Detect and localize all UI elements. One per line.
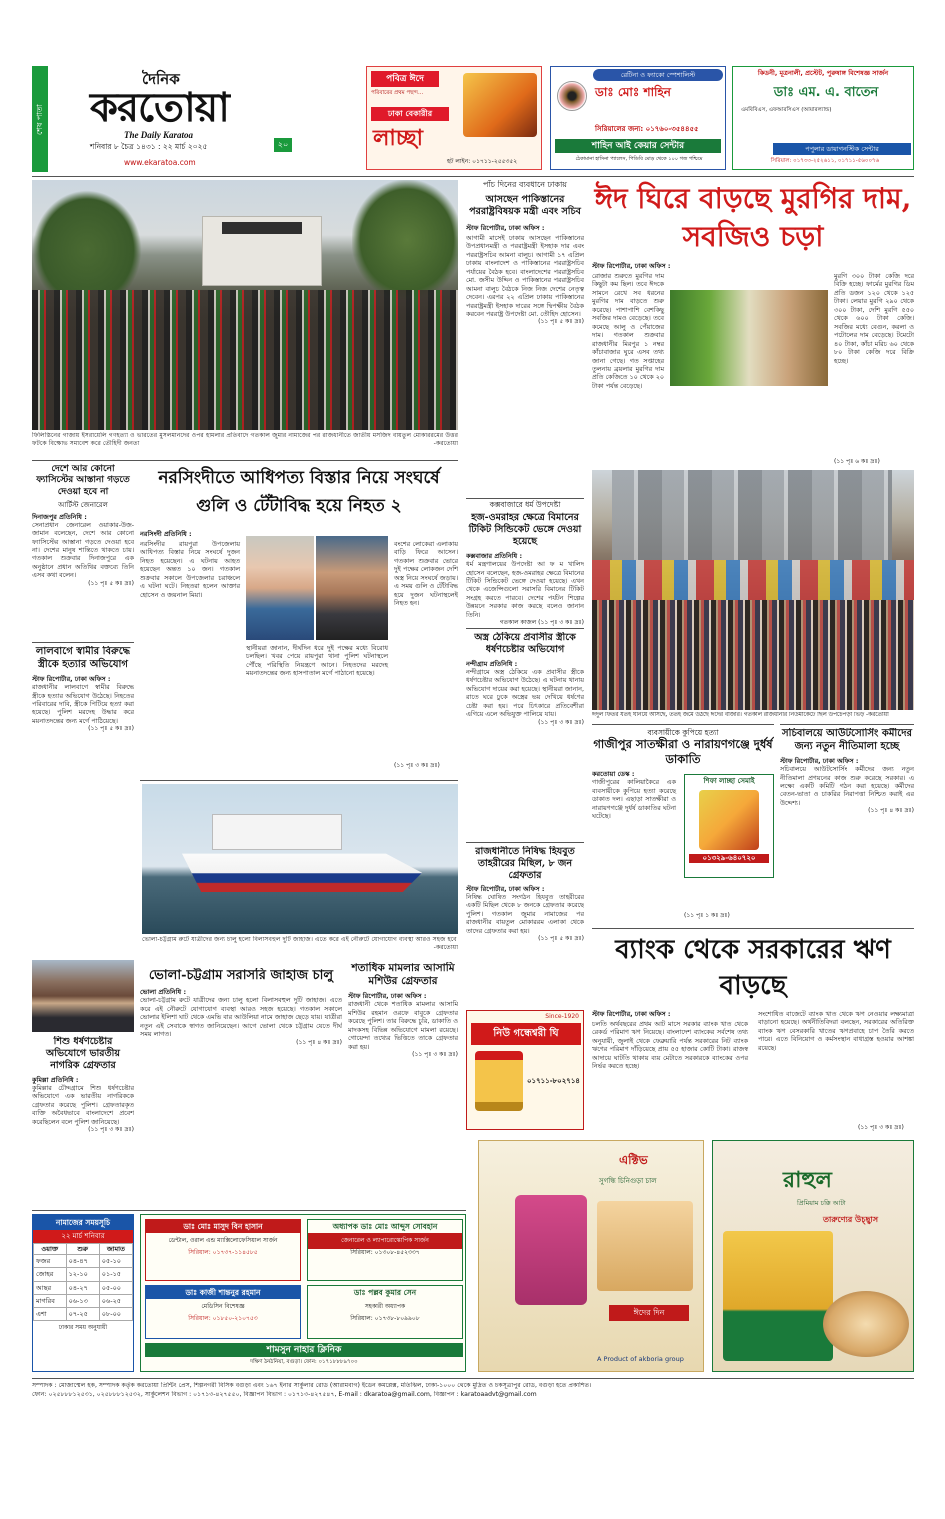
- lachha-ad-title: শিফা লাচ্ছা সেমাই: [703, 777, 755, 785]
- hizbut-cont: (১১ পৃঃ ৫ কঃ দ্রঃ): [538, 935, 584, 942]
- imprint: [32, 1382, 914, 1412]
- ghee-phone: ০১৭১১-৮০২৭১৪: [527, 1077, 580, 1085]
- ship-photo-top-rule: [140, 780, 458, 781]
- umrah-headline: হজ-ওমরাহর ক্ষেত্রে বিমানের টিকিট সিন্ডিকেট ভেঙ্গে দেওয়া হয়েছে: [468, 512, 582, 548]
- caption-text: ফিলিস্তিনের গাজায় ইসরায়েলি গণহত্যা ও ভারতের মুসলমানদের ওপর হামলার প্রতিবাদে গতকাল জুমার নামাজের পর রাজধানীতে জাতীয় মসজিদ বায়তুল মোকাররমের উত্তর ফটকে বিক্ষোভ সমাবেশ করে তৌহিদী জনতা: [32, 432, 458, 448]
- rape-story: [466, 632, 584, 840]
- prayer-header: জামাত: [99, 1244, 132, 1255]
- indian-body: কুমিল্লার চৌদ্দগ্রামে শিশু ধর্ষণচেষ্টার অভিযোগে এক ভারতীয় নাগরিককে গ্রেফতার করেছে পুলিশ। গ্রেফতারকৃত ব্যক্তি অবৈধভাবে বাংলাদেশে প্রবেশ করেছিলেন বলে পুলিশ জানিয়েছে।: [32, 1083, 134, 1126]
- outsourcing-cont: (১১ পৃঃ ৪ কঃ দ্রঃ): [868, 807, 914, 815]
- lalbagh-story: [32, 646, 134, 842]
- eid-ad-line1: পবিত্র ঈদে: [371, 71, 439, 87]
- ship-cont: (১১ পৃঃ ৪ কঃ দ্রঃ): [296, 1038, 342, 1046]
- fascism-story: [32, 464, 134, 640]
- doctor-3-name: অধ্যাপক ডাঃ মোঃ আব্দুস সোবহান: [332, 1222, 438, 1231]
- masthead-divider: [32, 176, 914, 177]
- lalbagh-cont: (১১ পৃঃ ৫ কঃ দ্রঃ): [88, 725, 134, 733]
- arrest-headline: শতাধিক মামলার আসামি মশিউর গ্রেফতার: [351, 962, 455, 988]
- imprint-line-2: ফোন: ০২৫৮৮৮১২৫৩১, ০২৫৮৮৮১২৫৩২, সার্কুলেশন বিভাগ : ০১৭১৩-৪২৭৫৫০, বিজ্ঞাপন বিভাগ : ০১৭১৩-৪২৭৫৪৭, E-mail : dkaratoa@gmail.com, বিজ্ঞাপন : karatoaadvt@gmail.com: [32, 1390, 537, 1398]
- indian-byline: কুমিল্লা প্রতিনিধি :: [32, 1075, 79, 1084]
- lalbagh-headline: লালবাগে স্বামীর বিরুদ্ধে স্ত্রীকে হত্যার অভিযোগ: [35, 646, 131, 670]
- chicken-body-col2: মুরগি ৩০০ টাকা কেজি দরে বিক্রি হচ্ছে। ফার্মের মুরগির ডিম প্রতি ডজন ১২০ থেকে ১২৫ টাকা। লেয়ার মুরগি ২৯০ থেকে ৩০০ টাকা, দেশি মুরগি ৫৫০ থেকে ৬০০ টাকা কেজি। সবজির মধ্যে বেগুন, করলা ও পটোলের দাম বেড়েছে। টমেটো ৪০ টাকা, কাঁচা মরিচ ৬০ থেকে ৮০ টাকা কেজি দরে বিক্রি হচ্ছে।: [834, 272, 914, 365]
- website-url[interactable]: www.ekaratoa.com: [124, 158, 196, 167]
- arrest-cont: (১১ পৃঃ ৩ কঃ দ্রঃ): [412, 1051, 458, 1059]
- prayer-cell: ০৮-০০: [99, 1307, 132, 1320]
- narsingdi-story: [140, 530, 458, 778]
- side-label: শেষ পাতা: [32, 66, 48, 172]
- rape-headline: অস্ত্র ঠেকিয়ে প্রবাসীর স্ত্রীকে ধর্ষণচেষ্টার অভিযোগ: [474, 632, 576, 655]
- rice-ad-brand: এক্টিভ: [619, 1153, 648, 1167]
- bank-cont: (১১ পৃঃ ৩ কঃ দ্রঃ): [858, 1124, 904, 1131]
- market-caption-text: ঈদুল ফিতর যতই ঘনিয়ে আসছে, ততই জমে উঠছে ঈদের বাজার। গতকাল রাজধানীর নিউমার্কেটে ছিল উপচেপড়া ভিড়: [592, 712, 865, 718]
- hizbut-body: নিষিদ্ধ ঘোষিত সংগঠন হিযবুত তাহরীরের একটি মিছিল থেকে ৮ জনকে গ্রেফতার করেছে পুলিশ। গতকাল জুমার নামাজের পর রাজধানীর বায়তুল মোকাররম এলাকা থেকে তাদের গ্রেফতার করা হয়।: [466, 892, 584, 935]
- outsourcing-story: [780, 728, 914, 924]
- outsourcing-body: সচিবালয়ে আউটসোর্সিং কর্মীদের জন্য নতুন নীতিমালা প্রণয়নের কাজ শুরু করেছে সরকার। এ লক্ষ্যে একটি কমিটি গঠন করা হয়েছে। কর্মীদের বেতন-ভাতা ও চাকরির নিরাপত্তা নিশ্চিত করাই এর উদ্দেশ্য।: [780, 765, 914, 807]
- prayer-cell: ০৬-২৫: [99, 1294, 132, 1307]
- ship-story: [140, 968, 342, 1208]
- issue-date: শনিবার ৮ চৈত্র ১৪৩১ : ২২ মার্চ ২০২৫: [90, 142, 208, 151]
- masthead: [32, 66, 346, 172]
- ship-hull: [182, 844, 422, 892]
- prayer-cell: জোহর: [34, 1268, 67, 1281]
- market-photo-caption: [592, 712, 914, 722]
- footer-rule: [32, 1378, 914, 1379]
- prayer-row: [34, 1307, 133, 1320]
- dakati-body: গাজীপুরের কালিয়াকৈরে এক ব্যবসায়ীকে কুপিয়ে হত্যা করেছে ডাকাত দল। এছাড়া সাতক্ষীরা ও নারায়ণগঞ্জে দুর্ধর্ষ ডাকাতির ঘটনা ঘটেছে।: [592, 778, 676, 821]
- protest-photo: [32, 180, 458, 430]
- narsingdi-headline: নরসিংদীতে আধিপত্য বিস্তার নিয়ে সংঘর্ষে গুলি ও টেঁটাবিদ্ধ হয়ে নিহত ২: [158, 468, 440, 516]
- kidney-ad-tag: কিডনী, মূত্রনালী, প্রস্টেট, পুরুষাঙ্গ বিশেষজ্ঞ সার্জন: [757, 69, 889, 77]
- rape-body: নন্দীগ্রামে অস্ত্র ঠেকিয়ে এক প্রবাসীর স্ত্রীকে ধর্ষণচেষ্টার অভিযোগ উঠেছে। এ ঘটনায় থানায় অভিযোগ দায়ের করা হয়েছে। স্থানীয়রা জানান, রাতে ঘরে ঢুকে অস্ত্রের ভয় দেখিয়ে ধর্ষণের চেষ্টা করা হয়। পরে চিৎকারে প্রতিবেশীরা এগিয়ে এলে অভিযুক্ত পালিয়ে যায়।: [466, 667, 584, 719]
- prayer-cell: আছর: [34, 1281, 67, 1294]
- doctor-2-serial: সিরিয়াল: ০১৮৫০-২১০৭৫৩: [188, 1314, 258, 1322]
- dakati-kicker: ব্যবসায়ীকে কুপিয়ে হত্যা: [647, 728, 719, 737]
- ship-caption-text: ভোলা-চট্টগ্রাম রুটে যাত্রীদের জন্য চালু হলো বিলাসবহুল দুটি জাহাজ। এতে করে এই নৌরুটে যোগাযোগ ব্যবস্থা আরও সহজ হবে: [142, 936, 457, 943]
- pakistan-cont: (১১ পৃঃ ৫ কঃ দ্রঃ): [538, 318, 584, 326]
- doctor-4-detail: সহকারী অধ্যাপক: [364, 1303, 406, 1311]
- small-title: দৈনিক: [142, 70, 180, 88]
- doctor-card-2: [145, 1285, 301, 1339]
- fascism-byline: দিনাজপুর প্রতিনিধি :: [32, 512, 87, 521]
- chicken-story: [592, 262, 914, 468]
- shop-awnings: [592, 560, 914, 600]
- eye-ad-serial: সিরিয়ালের জন্য: ০১৭৬০-৩৫৪৪৫৫: [595, 125, 699, 133]
- vegetables-photo: [670, 290, 828, 386]
- rice-ad-eid: ঈদের দিন: [609, 1305, 689, 1321]
- dakati-top-rule: [592, 724, 774, 725]
- bank-body-col1: চলতি অর্থবছরের প্রথম আট মাসে সরকার ব্যাংক খাত থেকে রেকর্ড পরিমাণ ঋণ নিয়েছে। বাংলাদেশ ব্যাংকের সর্বশেষ তথ্য অনুযায়ী, জুলাই থেকে ফেব্রুয়ারি পর্যন্ত সরকারের নিট ব্যাংক ঋণের পরিমাণ দাঁড়িয়েছে প্রায় ৫৫ হাজার কোটি টাকা। রাজস্ব আদায়ে ঘাটতি থাকায় ব্যয় মেটাতে সরকারকে ব্যাংকের ওপর নির্ভর করতে হচ্ছে।: [592, 1020, 748, 1071]
- umrah-kicker: কক্সবাজারে ধর্ম উপদেষ্টা: [489, 500, 561, 509]
- umrah-byline: কক্সবাজার প্রতিনিধি :: [466, 552, 523, 560]
- rice-product-ad[interactable]: [478, 1140, 704, 1372]
- kidney-ad-serial: সিরিয়াল: ০১৭৩৩-২৫২৬১১, ০১৭১১-৫৬০০৭৬: [770, 158, 880, 164]
- chicken-cont: (১১ পৃঃ ৬ কঃ দ্রঃ): [834, 458, 880, 465]
- ship-caption-credit: -করতোয়া: [433, 944, 458, 952]
- prayer-times-box: [32, 1214, 134, 1372]
- page-number: ২০: [274, 138, 292, 152]
- caption-credit: -করতোয়া: [433, 440, 458, 448]
- pakistan-story: [466, 180, 584, 498]
- rice-bag-image: [515, 1195, 587, 1305]
- lalbagh-top-rule: [32, 642, 134, 643]
- indian-story: [32, 1036, 134, 1206]
- eye-ad-center: শাহিন আই কেয়ার সেন্টার: [555, 139, 721, 153]
- prayer-row: [34, 1268, 133, 1281]
- imprint-line-1: সম্পাদক : মোজাম্মেল হক, সম্পাদক কর্তৃক করতোয়া প্রিন্টিং প্রেস, শিল্পনগরী বিসিক বগুড়া এবং ১৬৭ ইনার সার্কুলার রোড (আরামবাগ) ইডেন কমপ্লেক্স, মতিঝিল, ঢাকা-১০০০ থেকে মুদ্রিত ও চকসূত্রাপুর রোড, বগুড়া হতে প্রকাশিত।: [32, 1382, 592, 1389]
- market-caption-credit: -করতোয়া: [865, 712, 889, 718]
- prayer-cell: ০৭-২৫: [66, 1307, 99, 1320]
- ghee-jar-image: [475, 1051, 523, 1111]
- eye-care-ad[interactable]: [550, 66, 726, 170]
- doctor-1-serial: সিরিয়াল: ০১৭৩৭-১১৪৫৮৫: [188, 1248, 258, 1256]
- fascism-body: সেনাপ্রধান জেনারেল ওয়াকার-উজ-জামান বলেছেন, দেশে আর কোনো ফ্যাসিস্টের আস্তানা গড়তে দেওয়া হবে না। দেশের মানুষ শান্তিতে থাকতে চায়। গতকাল শুক্রবার দিনাজপুরে এক অনুষ্ঠানে প্রধান অতিথির বক্তব্যে তিনি এসব কথা বলেন।: [32, 520, 134, 580]
- trees-left: [32, 190, 142, 290]
- prayer-cell: ১২-১০: [66, 1268, 99, 1281]
- ship-photo-caption: [142, 936, 458, 960]
- bank-headline: ব্যাংক থেকে সরকারের ঋণ বাড়ছে: [615, 935, 891, 1001]
- chicken-byline: স্টাফ রিপোর্টার, ঢাকা অফিস :: [592, 262, 671, 270]
- narsingdi-cont: (১১ পৃঃ ৩ কঃ দ্রঃ): [394, 762, 440, 769]
- fascism-cont: (১১ পৃঃ ৫ কঃ দ্রঃ): [88, 579, 134, 587]
- arrest-story: [348, 962, 458, 1208]
- atta-ad-brand: রাহুল: [783, 1167, 832, 1193]
- eid-ad-line2: পরিবারের প্রথম পছন্দ...: [371, 90, 424, 96]
- ghee-since: Since-1920: [545, 1013, 579, 1020]
- umrah-body: ধর্ম মন্ত্রণালয়ের উপদেষ্টা আ ফ ম খালিদ হোসেন বলেছেন, হজ-ওমরাহর ক্ষেত্রে বিমানের টিকিট সিন্ডিকেট ভেঙ্গে দেওয়া হয়েছে। এখন থেকে এজেন্সিগুলো সরাসরি বিমানের টিকিট সংগ্রহ করতে পারবে। দেশের পর্যটন শিল্পের উন্নয়নে সরকার কাজ করছে বলেও জানান তিনি।: [466, 560, 584, 619]
- dakati-cont: (১১ পৃঃ ১ কঃ দ্রঃ): [684, 912, 730, 919]
- lachha-packets-image: [463, 73, 537, 137]
- ship-byline: ভোলা প্রতিনিধি :: [140, 988, 187, 997]
- eye-ad-address: ঠেকামানা হাসিনা প্যালেস, পিডিবি মোড় থেকে ১০০ গজ পশ্চিমে: [575, 156, 703, 162]
- hizbut-story: [466, 846, 584, 942]
- doctor-card-4: [307, 1285, 463, 1339]
- doctor-4-serial: সিরিয়াল: ০১৭৩৮-৮০৯৯০৮: [350, 1314, 420, 1322]
- rape-byline: নন্দীগ্রাম প্রতিনিধি :: [466, 659, 518, 668]
- pakistan-umrah-divider: [466, 498, 584, 499]
- prayer-row: [34, 1281, 133, 1294]
- hizbut-headline: রাজধানীতে নিষিদ্ধ হিযবুত তাহরীরের মিছিল, ৮ জন গ্রেফতার: [475, 846, 575, 881]
- chicken-body-col1: রোজার শুরুতে মুরগির দাম কিছুটা কম ছিল। তবে ঈদকে সামনে রেখে সব ধরনের মুরগির দাম বাড়তে শুরু করেছে। পাশাপাশি বেশকিছু সবজির দামও বেড়েছে। তবে কমেছে আলু ও পেঁয়াজের দাম। গতকাল শুক্রবার রাজধানীর মিরপুর ১ নম্বর কাঁচাবাজার ঘুরে এসব তথ্য জানা গেছে। গত সপ্তাহের তুলনায় ব্রয়লার মুরগির দাম প্রতি কেজিতে ১০ থেকে ২০ টাকা পর্যন্ত বেড়েছে।: [592, 272, 664, 390]
- rice-ad-group: A Product of akboria group: [597, 1355, 684, 1363]
- rape-top-rule: [466, 628, 584, 629]
- prayer-note: ঢাকার সময় অনুযায়ী: [58, 1323, 108, 1331]
- prayer-cell: ০৫-০০: [99, 1281, 132, 1294]
- prayer-table: [33, 1243, 133, 1321]
- outsourcing-headline: সচিবালয়ে আউটসোর্সিং কর্মীদের জন্য নতুন নীতিমালা হচ্ছে: [781, 728, 913, 752]
- bank-top-rule: [592, 928, 914, 929]
- shopping-crowd: [592, 600, 914, 710]
- prayer-header: শুরু: [66, 1244, 99, 1255]
- outsourcing-byline: স্টাফ রিপোর্টার, ঢাকা অফিস :: [780, 757, 859, 765]
- bank-byline: স্টাফ রিপোর্টার, ঢাকা অফিস :: [592, 1010, 671, 1018]
- pakistan-kicker: পাঁচ দিনের ব্যবধানে ঢাকায়: [482, 180, 568, 189]
- doctor-2-detail: মেডিসিন বিশেষজ্ঞ: [201, 1303, 245, 1311]
- ship-photo: [142, 784, 458, 934]
- narsingdi-body-col3: স্থানীয়রা জানান, দীর্ঘদিন ধরে দুই পক্ষের মধ্যে বিরোধ চলছিল। খবর পেয়ে রায়পুরা থানা পুলিশ ঘটনাস্থলে পৌঁছে পরিস্থিতি নিয়ন্ত্রণে আনে। নিহতদের মরদেহ ময়নাতদন্তের জন্য হাসপাতাল মর্গে পাঠানো হয়েছে।: [246, 644, 388, 678]
- chicken-headline: ঈদ ঘিরে বাড়ছে মুরগির দাম, সবজিও চড়া: [594, 182, 912, 253]
- clinic-address: দক্ষিণ ঠনঠনিয়া, বগুড়া। ফোন: ০১৭১৮৮৮৯৭০০: [250, 1359, 358, 1365]
- rice-pack-image: [597, 1201, 693, 1291]
- doctor-card-3: [307, 1219, 463, 1281]
- prayer-title: নামাজের সময়সূচি: [33, 1215, 133, 1230]
- umrah-story: [466, 500, 584, 628]
- prayer-date: ২২ মার্চ শনিবার: [33, 1230, 133, 1243]
- hizbut-top-rule: [466, 842, 584, 843]
- ghee-ad[interactable]: [466, 1010, 584, 1130]
- dakati-byline: করতোয়া ডেস্ক :: [592, 770, 635, 779]
- kidney-specialist-ad[interactable]: [732, 66, 914, 170]
- narsingdi-body-col1: নরসিংদীর রায়পুরা উপজেলায় আধিপত্য বিস্তার নিয়ে সংঘর্ষে দুজন নিহত হয়েছেন। এ ঘটনায় আহত হয়েছেন অন্তত ১০ জন। গতকাল শুক্রবার সকালে উপজেলার চরাঞ্চলে এ ঘটনা ঘটে। নিহতরা হলেন আক্তার হোসেন ও জয়নাল মিয়া।: [140, 540, 240, 599]
- clinic-name: শামসুন নাহার ক্লিনিক: [145, 1343, 463, 1357]
- lachha-ad-phone: ০১৩২৯-৬৪০৭২০: [689, 854, 769, 863]
- prayer-cell: ০৪-৪৭: [66, 1255, 99, 1268]
- prayer-header: ওয়াক্ত: [34, 1244, 67, 1255]
- eye-ad-tag: রেটিনা ও ফ্যাকো স্পেশালিস্ট: [593, 69, 723, 81]
- narsingdi-body-col2: বংশের লোকেরা এলাকায় বাড়ি ফিরে আসেন। গতকাল শুক্রবার ভোরে দুই পক্ষের লোকজন দেশি অস্ত্র নিয়ে সংঘর্ষে জড়ায়। এ সময় গুলি ও টেঁটাবিদ্ধ হয়ে দুজন ঘটনাস্থলেই নিহত হন।: [394, 540, 458, 608]
- protest-photo-caption: [32, 432, 458, 458]
- prayer-row: [34, 1255, 133, 1268]
- ship-headline: ভোলা-চট্টগ্রাম সরাসরি জাহাজ চালু: [148, 968, 334, 983]
- clinic-doctors-ad[interactable]: [140, 1214, 466, 1372]
- english-title: The Daily Karatoa: [124, 130, 193, 140]
- crowd-with-flags: [32, 290, 458, 430]
- eye-icon: [557, 81, 587, 111]
- arrest-body: রাজধানী থেকে শতাধিক মামলার আসামি মশিউর রহমান ওরফে বাবুকে গ্রেফতার করেছে পুলিশ। তার বিরুদ্ধে চুরি, ডাকাতি ও মাদকসহ বিভিন্ন অভিযোগে মামলা রয়েছে। গোয়েন্দা তথ্যের ভিত্তিতে তাকে গ্রেফতার করা হয়।: [348, 1000, 458, 1051]
- eye-ad-doctor: ডাঃ মোঃ শাহিন: [595, 85, 671, 99]
- doctor-3-detail: জেনারেল ও ল্যাপারোস্কোপিক সার্জন: [308, 1233, 462, 1249]
- lalbagh-byline: স্টাফ রিপোর্টার, ঢাকা অফিস :: [32, 675, 111, 683]
- prayer-cell: ০৬-১৩: [66, 1294, 99, 1307]
- lachha-shemai-ad[interactable]: [684, 774, 774, 878]
- doctor-1-name: ডাঃ মোঃ মাসুদ বিন হাসান: [146, 1220, 300, 1233]
- prayer-row: [34, 1294, 133, 1307]
- eid-ad-product: লাচ্ছা: [373, 125, 423, 151]
- victim-photo-1: [246, 536, 314, 640]
- mosque-inscription: [222, 222, 302, 234]
- lalbagh-body: রাজধানীর লালবাগে স্বামীর বিরুদ্ধে স্ত্রীকে হত্যার অভিযোগ উঠেছে। নিহতের পরিবারের দাবি, স্ত্রীকে পিটিয়ে হত্যা করা হয়েছে। পুলিশ মরদেহ উদ্ধার করে ময়নাতদন্তের জন্য মর্গে পাঠিয়েছে।: [32, 683, 134, 725]
- doctor-3-serial: সিরিয়াল: ০১৩০৮-৪৫২৩৩৭: [350, 1248, 420, 1256]
- atta-ad-youth: তারুণ্যের উচ্ছ্বাস: [823, 1215, 879, 1224]
- lachha-pack-image: [699, 790, 759, 850]
- bank-body-col2: সংশোধিত বাজেটে ব্যাংক খাত থেকে ঋণ নেওয়ার লক্ষ্যমাত্রা বাড়ানো হয়েছে। অর্থনীতিবিদরা বলছেন, সরকারের অতিরিক্ত ব্যাংক ঋণ বেসরকারি খাতের ঋণপ্রবাহে চাপ তৈরি করতে পারে। এতে বিনিয়োগ ও কর্মসংস্থান বাধাগ্রস্ত হওয়ার আশঙ্কা রয়েছে।: [758, 1010, 914, 1052]
- bank-story: [592, 1010, 914, 1136]
- doctor-1-detail: ডেন্টাল, ওরাল এন্ড ম্যাক্সিলোফেসিয়াল সার্জন: [168, 1237, 278, 1245]
- eid-market-photo: [592, 470, 914, 710]
- pakistan-byline: স্টাফ রিপোর্টার, ঢাকা অফিস :: [466, 223, 545, 232]
- ship-body: ভোলা-চট্টগ্রাম রুটে যাত্রীদের জন্য চালু হলো বিলাসবহুল দুটি জাহাজ। এতে করে এই নৌরুটে যোগাযোগ ব্যবস্থা আরও সহজ হয়েছে। গতকাল সকালে ভোলার ইলিশা ঘাট থেকে এমভি বার আউলিয়া নামে জাহাজ ছেড়ে যায়। যাত্রীরা নতুন এই সেবাকে স্বাগত জানিয়েছেন। আগে ভোলা থেকে চট্টগ্রাম যেতে দীর্ঘ সময় লাগত।: [140, 996, 342, 1039]
- dakati-headline: গাজীপুর সাতক্ষীরা ও নারায়ণগঞ্জে দুর্ধর্ষ ডাকাতি: [593, 737, 773, 766]
- pakistan-headline: আসছেন পাকিস্তানের পররাষ্ট্রবিষয়ক মন্ত্রী এবং সচিব: [469, 194, 581, 217]
- trees-right: [352, 180, 458, 300]
- kidney-ad-doctor: ডাঃ এম. এ. বাতেন: [773, 85, 879, 100]
- arrest-byline: স্টাফ রিপোর্টার, ঢাকা অফিস :: [348, 992, 427, 1001]
- prayer-cell: এশা: [34, 1307, 67, 1320]
- newspaper-title: করতোয়া: [90, 84, 229, 131]
- ship-superstructure: [212, 814, 342, 850]
- eid-lachha-ad[interactable]: [366, 66, 542, 170]
- atta-ad-tagline: প্রিমিয়াম চক্কি আটা: [797, 1199, 846, 1207]
- prayer-cell: ফজর: [34, 1255, 67, 1268]
- rape-cont: (১১ পৃঃ ৩ কঃ দ্রঃ): [538, 718, 584, 726]
- prayer-cell: ০৫-১০: [99, 1255, 132, 1268]
- umrah-cont: গতকাল কাজল (১১ পৃঃ ৩ কঃ দ্রঃ): [499, 619, 584, 627]
- doctor-card-1: [145, 1219, 301, 1281]
- roti-image: [823, 1291, 909, 1357]
- ads-top-rule: [32, 1210, 466, 1211]
- doctor-4-name: ডাঃ পল্লব কুমার সেন: [353, 1288, 417, 1297]
- victim-photo-2: [316, 536, 388, 640]
- kidney-ad-hospital: পপুলার ডায়াগনস্টিক সেন্টার: [773, 143, 911, 155]
- eid-ad-brand: ঢাকা বেকারীর: [371, 107, 449, 121]
- outsourcing-top-rule: [780, 724, 914, 725]
- narsingdi-byline: নরসিংদী প্রতিনিধি :: [140, 530, 192, 538]
- pakistan-body: আগামী মাসেই ঢাকায় আসছেন পাকিস্তানের উপপ্রধানমন্ত্রী ও পররাষ্ট্রমন্ত্রী ইসহাক দার এবং পররাষ্ট্রসচিব আমনা বালুচ। আগামী ১৭ এপ্রিল ঢাকায় বাংলাদেশ ও পাকিস্তানের পররাষ্ট্রসচিব পর্যায়ের বৈঠক হবে। বাংলাদেশের পররাষ্ট্রসচিব মো. জসীম উদ্দিন ও পাকিস্তানের পররাষ্ট্রসচিব আমনা বালুচ বৈঠকে নিজ নিজ দেশের নেতৃত্ব দেবেন। এরপর ২২ এপ্রিল ঢাকায় পাকিস্তানের পররাষ্ট্রমন্ত্রী ইসহাক দারের সঙ্গে দ্বিপক্ষীয় বৈঠক করবেন পররাষ্ট্র উপদেষ্টা মো. তৌহিদ হোসেন।: [466, 233, 584, 318]
- indian-headline: শিশু ধর্ষণচেষ্টার অভিযোগে ভারতীয় নাগরিক গ্রেফতার: [46, 1036, 120, 1071]
- buildings: [612, 470, 892, 560]
- kidney-ad-degree: এমবিবিএস, এফআরসিএস (আয়ারল্যান্ড): [741, 107, 832, 113]
- indian-accused-photo: [32, 960, 134, 1032]
- dakati-story: [592, 728, 774, 926]
- fascism-kicker: আর্টিস্ট জেনারেল: [58, 500, 108, 509]
- rice-ad-tagline: সুগন্ধি চিনিগুড়া চাল: [599, 1177, 657, 1185]
- ghee-title: নিউ গন্ধেশ্বরী ঘি: [471, 1023, 581, 1045]
- indian-cont: (১১ পৃঃ ৩ কঃ দ্রঃ): [88, 1126, 134, 1134]
- fascism-headline: দেশে আর কোনো ফ্যাসিস্টের আস্তানা গড়তে দেওয়া হবে না: [36, 464, 130, 497]
- prayer-cell: ০৪-২৭: [66, 1281, 99, 1294]
- atta-bag-image: [723, 1231, 833, 1361]
- narsingdi-top-rule: [32, 460, 458, 461]
- doctor-2-name: ডাঃ কাজী শান্তনুর রহমান: [146, 1286, 300, 1299]
- prayer-cell: ০১-১৫: [99, 1268, 132, 1281]
- eid-ad-hotline: হট লাইন: ০১৭১১-২৫৫৩৫২: [447, 158, 518, 165]
- hizbut-byline: স্টাফ রিপোর্টার, ঢাকা অফিস :: [466, 884, 545, 893]
- prayer-cell: মাগরিব: [34, 1294, 67, 1307]
- atta-product-ad[interactable]: [712, 1140, 914, 1372]
